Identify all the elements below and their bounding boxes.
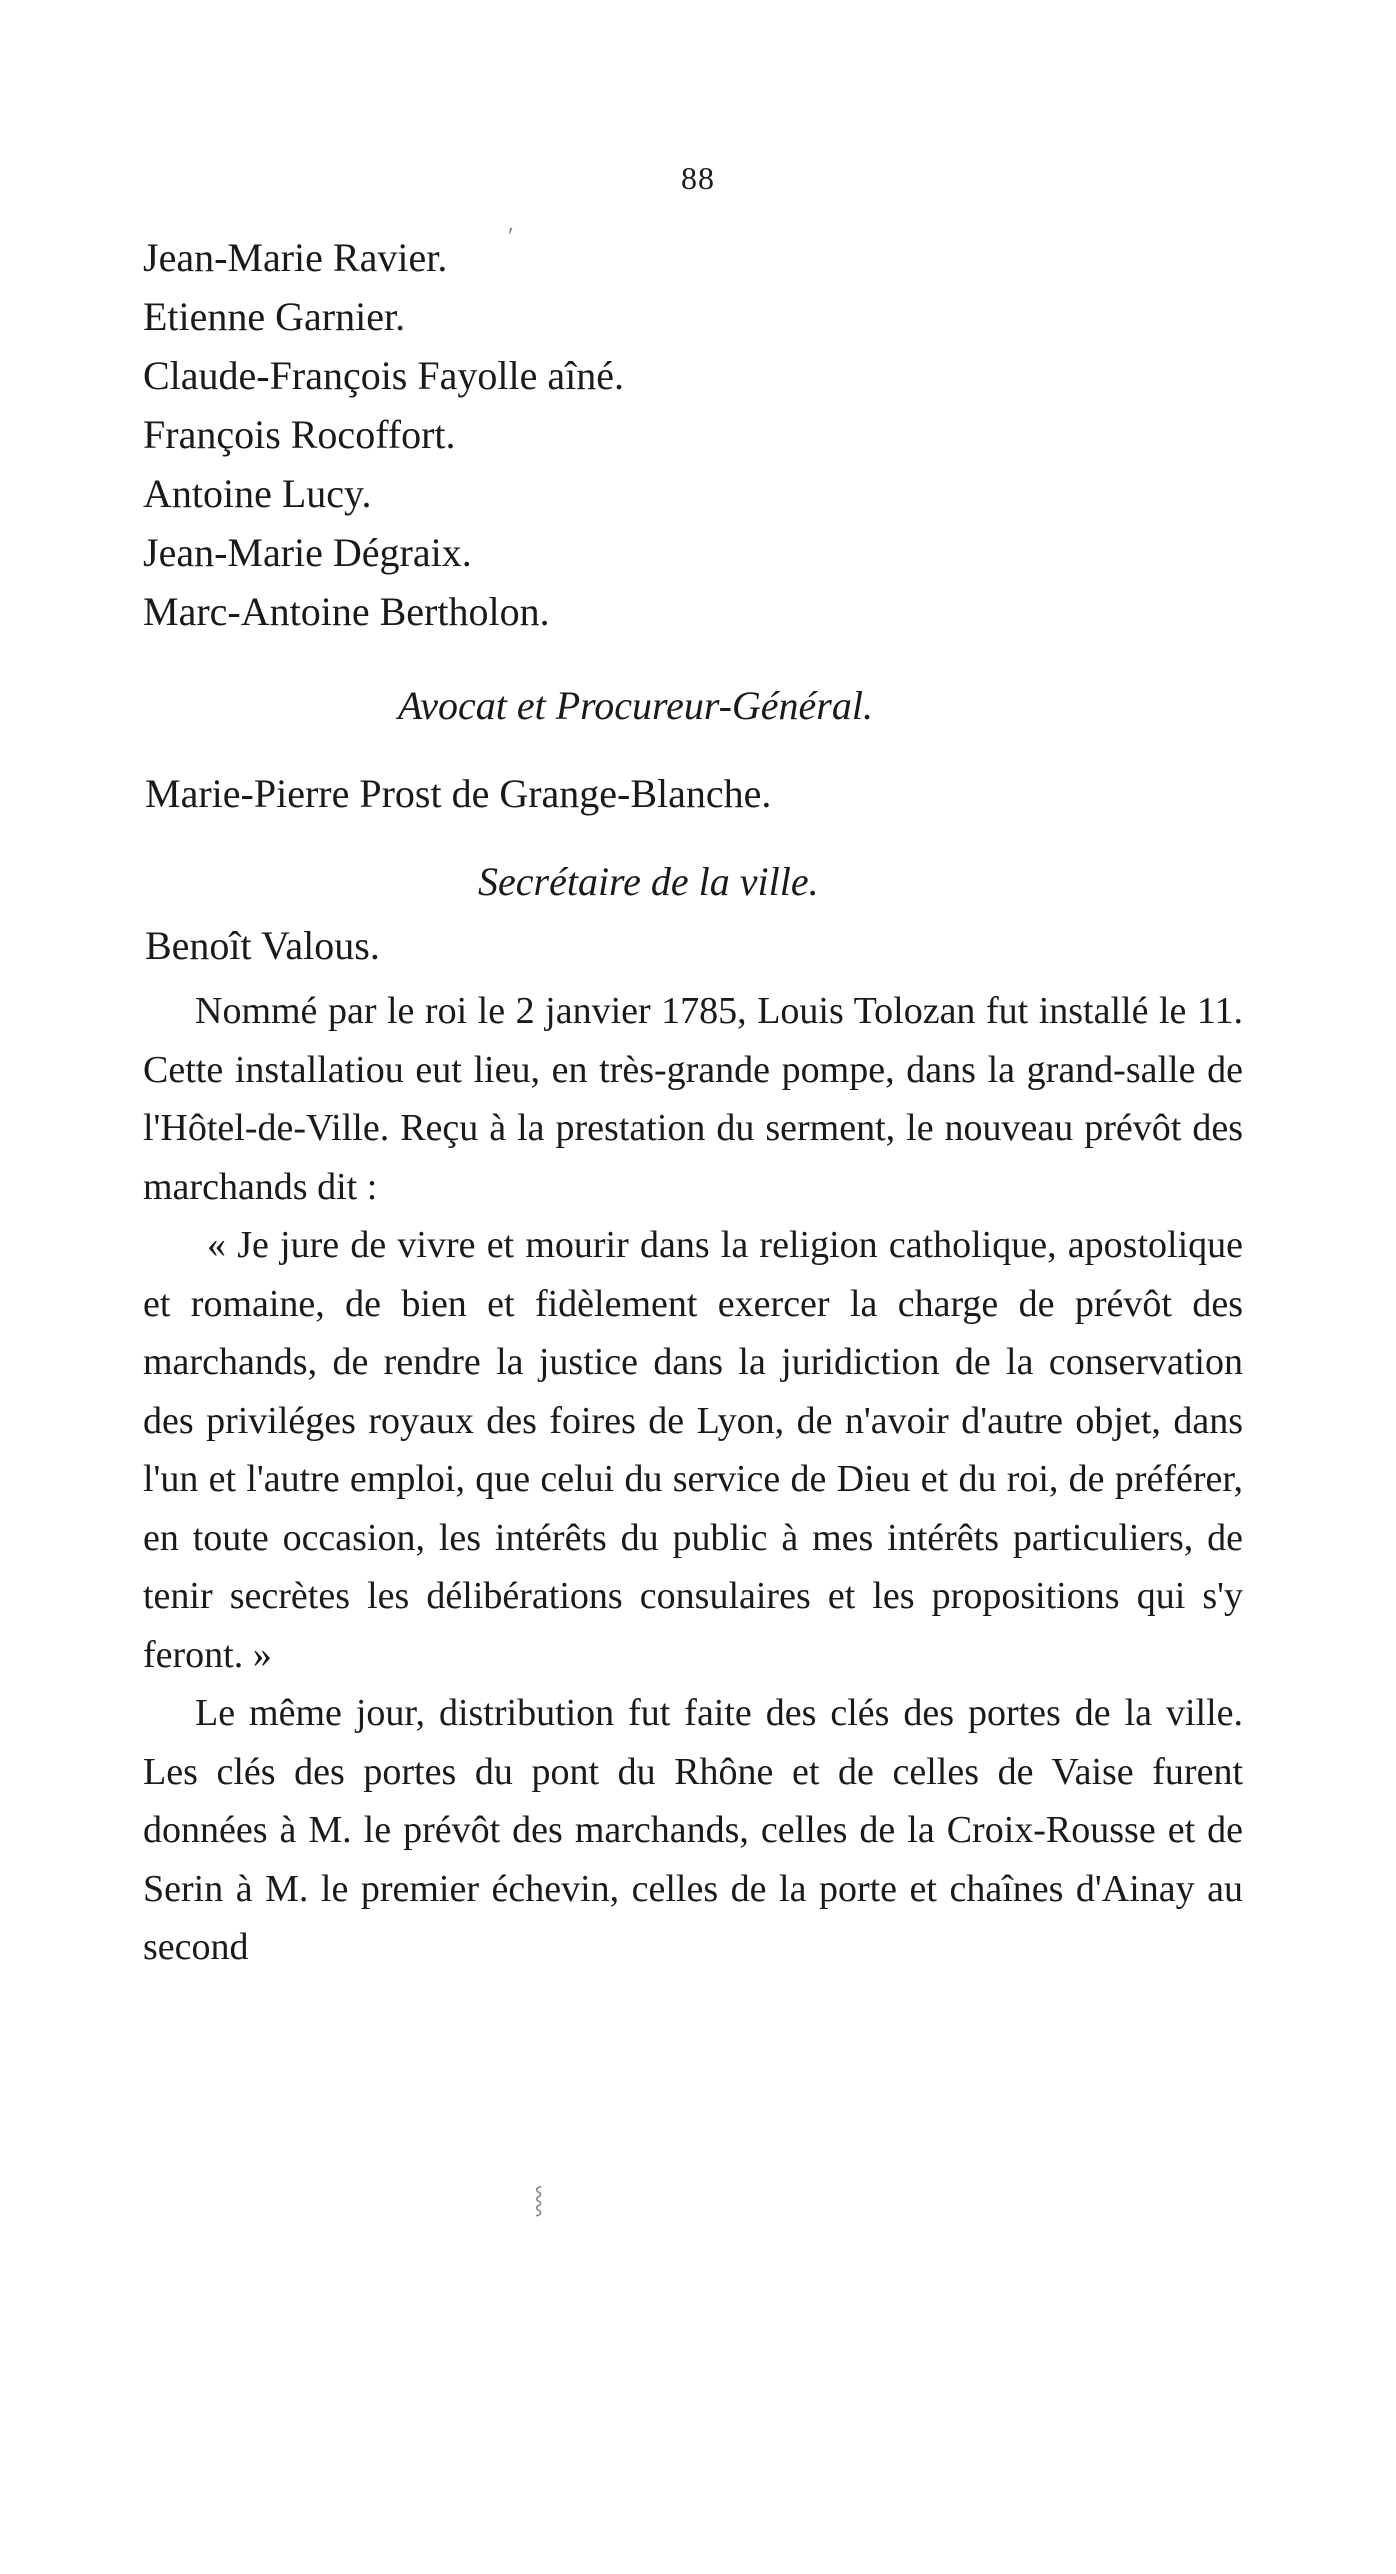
secretaire-name: Benoît Valous. <box>145 923 380 968</box>
councillor-list <box>143 228 624 641</box>
page-number: 88 <box>681 160 715 196</box>
print-speck: ʹ <box>508 222 514 251</box>
print-speck: ⸾ <box>534 2185 544 2214</box>
list-item: Claude-François Fayolle aîné. <box>143 353 624 398</box>
body-text <box>143 982 1243 1977</box>
paragraph-oath: « Je jure de vivre et mourir dans la religion catholique, apostolique et romaine, de bien et fidèlement exercer la charge de prévôt des marchands, de rendre la justice dans la juridiction de la conservation des priviléges royaux des foires de Lyon, de n'avoir d'autre objet, dans l'un et l'autre emploi, que celui du service de Dieu et du roi, de préférer, en toute occasion, les intérêts du public à mes intérêts particuliers, de tenir secrètes les délibérations consulaires et les propositions qui s'y feront. » <box>143 1224 1243 1676</box>
avocat-heading: Avocat et Procureur-Général. <box>398 683 873 728</box>
paragraph-keys: Le même jour, distribution fut faite des clés des portes de la ville. Les clés des portes du pont du Rhône et de celles de Vaise furent données à M. le prévôt des marchands, celles de la Croix-Rousse et de Serin à M. le premier échevin, celles de la porte et chaînes d'Ainay au second <box>143 1692 1243 1968</box>
list-item: Etienne Garnier. <box>143 294 406 339</box>
list-item: Jean-Marie Dégraix. <box>143 530 472 575</box>
list-item: François Rocoffort. <box>143 412 456 457</box>
avocat-name: Marie-Pierre Prost de Grange-Blanche. <box>145 771 772 816</box>
secretaire-heading: Secrétaire de la ville. <box>478 859 819 904</box>
paragraph-installation: Nommé par le roi le 2 janvier 1785, Louis Tolozan fut installé le 11. Cette installatiou eut lieu, en très-grande pompe, dans la grand-salle de l'Hôtel-de-Ville. Reçu à la prestation du serment, le nouveau prévôt des marchands dit : <box>143 990 1243 1208</box>
list-item: Marc-Antoine Bertholon. <box>143 589 550 634</box>
list-item: Antoine Lucy. <box>143 471 372 516</box>
list-item: Jean-Marie Ravier. <box>143 235 448 280</box>
